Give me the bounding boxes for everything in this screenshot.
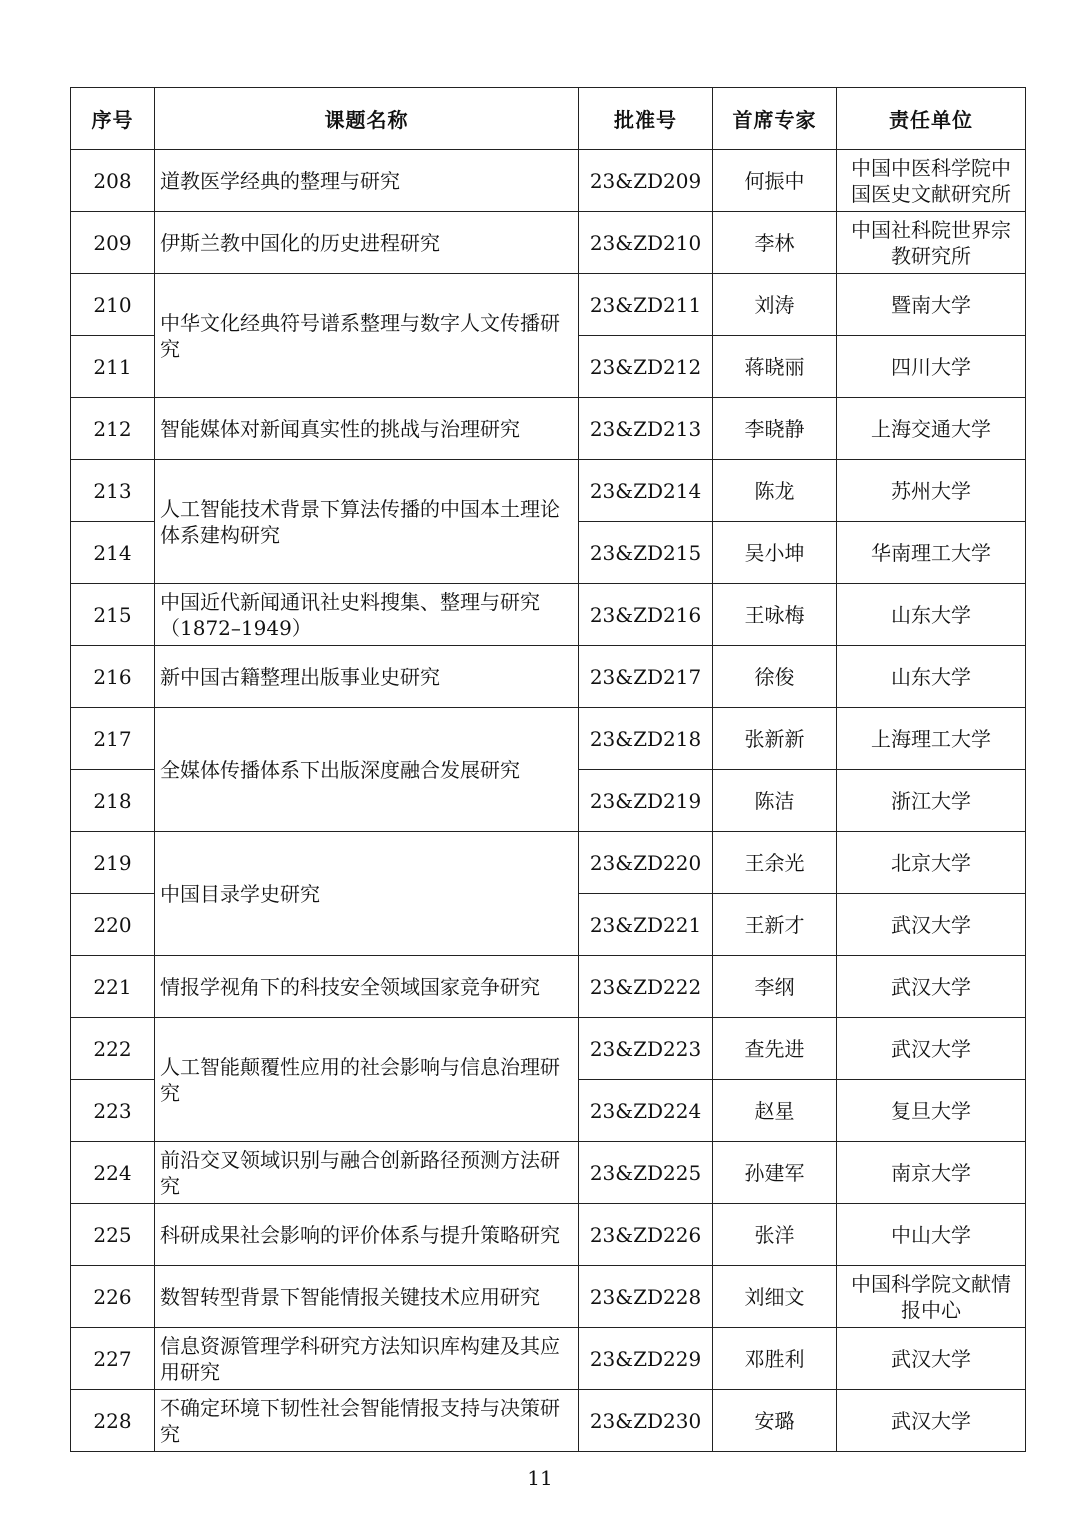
row-unit: 武汉大学 <box>837 1018 1026 1080</box>
table-row <box>71 956 1026 1018</box>
row-expert: 蒋晓丽 <box>713 336 837 398</box>
row-expert: 何振中 <box>713 150 837 212</box>
table-row <box>71 1204 1026 1266</box>
projects-table <box>70 87 1026 1452</box>
row-approval: 23&ZD216 <box>579 584 713 646</box>
row-no: 221 <box>71 956 155 1018</box>
header-expert: 首席专家 <box>713 88 837 150</box>
row-expert: 李纲 <box>713 956 837 1018</box>
row-approval: 23&ZD228 <box>579 1266 713 1328</box>
row-no: 226 <box>71 1266 155 1328</box>
row-expert: 赵星 <box>713 1080 837 1142</box>
row-approval: 23&ZD211 <box>579 274 713 336</box>
row-expert: 孙建军 <box>713 1142 837 1204</box>
row-expert: 刘细文 <box>713 1266 837 1328</box>
row-unit: 浙江大学 <box>837 770 1026 832</box>
row-approval: 23&ZD214 <box>579 460 713 522</box>
row-approval: 23&ZD222 <box>579 956 713 1018</box>
row-no: 228 <box>71 1390 155 1452</box>
row-title: 数智转型背景下智能情报关键技术应用研究 <box>155 1266 579 1328</box>
row-unit: 中山大学 <box>837 1204 1026 1266</box>
page-number: 11 <box>527 1466 553 1490</box>
row-no: 218 <box>71 770 155 832</box>
row-title: 科研成果社会影响的评价体系与提升策略研究 <box>155 1204 579 1266</box>
row-no: 214 <box>71 522 155 584</box>
row-title: 全媒体传播体系下出版深度融合发展研究 <box>155 708 579 832</box>
row-unit: 华南理工大学 <box>837 522 1026 584</box>
row-expert: 张洋 <box>713 1204 837 1266</box>
row-no: 217 <box>71 708 155 770</box>
row-no: 209 <box>71 212 155 274</box>
row-approval: 23&ZD229 <box>579 1328 713 1390</box>
row-title: 信息资源管理学科研究方法知识库构建及其应用研究 <box>155 1328 579 1390</box>
row-no: 215 <box>71 584 155 646</box>
table-row <box>71 708 1026 770</box>
row-expert: 张新新 <box>713 708 837 770</box>
row-unit: 中国科学院文献情报中心 <box>837 1266 1026 1328</box>
row-no: 212 <box>71 398 155 460</box>
header-no: 序号 <box>71 88 155 150</box>
row-no: 224 <box>71 1142 155 1204</box>
row-title: 智能媒体对新闻真实性的挑战与治理研究 <box>155 398 579 460</box>
row-no: 222 <box>71 1018 155 1080</box>
table-row <box>71 1018 1026 1080</box>
table-row <box>71 1390 1026 1452</box>
table-row <box>71 212 1026 274</box>
row-expert: 陈龙 <box>713 460 837 522</box>
row-approval: 23&ZD215 <box>579 522 713 584</box>
row-approval: 23&ZD230 <box>579 1390 713 1452</box>
header-unit: 责任单位 <box>837 88 1026 150</box>
row-no: 208 <box>71 150 155 212</box>
row-expert: 王新才 <box>713 894 837 956</box>
table-row <box>71 1142 1026 1204</box>
row-approval: 23&ZD212 <box>579 336 713 398</box>
table-header <box>71 88 1026 150</box>
row-approval: 23&ZD226 <box>579 1204 713 1266</box>
row-approval: 23&ZD217 <box>579 646 713 708</box>
row-expert: 王咏梅 <box>713 584 837 646</box>
row-unit: 四川大学 <box>837 336 1026 398</box>
table-row <box>71 460 1026 522</box>
table-body <box>71 150 1026 1452</box>
row-title: 伊斯兰教中国化的历史进程研究 <box>155 212 579 274</box>
row-unit: 苏州大学 <box>837 460 1026 522</box>
row-expert: 李晓静 <box>713 398 837 460</box>
row-no: 210 <box>71 274 155 336</box>
row-approval: 23&ZD210 <box>579 212 713 274</box>
row-unit: 中国中医科学院中国医史文献研究所 <box>837 150 1026 212</box>
row-expert: 安璐 <box>713 1390 837 1452</box>
row-unit: 山东大学 <box>837 584 1026 646</box>
row-approval: 23&ZD219 <box>579 770 713 832</box>
table-row <box>71 1266 1026 1328</box>
row-approval: 23&ZD225 <box>579 1142 713 1204</box>
row-unit: 上海理工大学 <box>837 708 1026 770</box>
row-title: 人工智能颠覆性应用的社会影响与信息治理研究 <box>155 1018 579 1142</box>
row-unit: 南京大学 <box>837 1142 1026 1204</box>
row-title: 中国近代新闻通讯社史料搜集、整理与研究（1872–1949） <box>155 584 579 646</box>
row-unit: 上海交通大学 <box>837 398 1026 460</box>
header-approval: 批准号 <box>579 88 713 150</box>
row-title: 不确定环境下韧性社会智能情报支持与决策研究 <box>155 1390 579 1452</box>
row-unit: 复旦大学 <box>837 1080 1026 1142</box>
table-row <box>71 1328 1026 1390</box>
row-no: 225 <box>71 1204 155 1266</box>
row-expert: 王余光 <box>713 832 837 894</box>
row-approval: 23&ZD223 <box>579 1018 713 1080</box>
row-title: 情报学视角下的科技安全领域国家竞争研究 <box>155 956 579 1018</box>
row-no: 211 <box>71 336 155 398</box>
header-title: 课题名称 <box>155 88 579 150</box>
row-expert: 李林 <box>713 212 837 274</box>
row-title: 人工智能技术背景下算法传播的中国本土理论体系建构研究 <box>155 460 579 584</box>
row-expert: 邓胜利 <box>713 1328 837 1390</box>
table-row <box>71 150 1026 212</box>
row-unit: 武汉大学 <box>837 956 1026 1018</box>
row-unit: 武汉大学 <box>837 1328 1026 1390</box>
row-expert: 吴小坤 <box>713 522 837 584</box>
row-no: 216 <box>71 646 155 708</box>
row-unit: 中国社科院世界宗教研究所 <box>837 212 1026 274</box>
row-expert: 刘涛 <box>713 274 837 336</box>
row-no: 213 <box>71 460 155 522</box>
row-no: 220 <box>71 894 155 956</box>
row-unit: 北京大学 <box>837 832 1026 894</box>
row-title: 道教医学经典的整理与研究 <box>155 150 579 212</box>
header-row <box>71 88 1026 150</box>
row-no: 219 <box>71 832 155 894</box>
table-row <box>71 832 1026 894</box>
row-approval: 23&ZD220 <box>579 832 713 894</box>
row-expert: 陈洁 <box>713 770 837 832</box>
row-approval: 23&ZD224 <box>579 1080 713 1142</box>
table-row <box>71 646 1026 708</box>
row-title: 中华文化经典符号谱系整理与数字人文传播研究 <box>155 274 579 398</box>
row-approval: 23&ZD221 <box>579 894 713 956</box>
table-row <box>71 274 1026 336</box>
row-expert: 查先进 <box>713 1018 837 1080</box>
row-approval: 23&ZD213 <box>579 398 713 460</box>
row-expert: 徐俊 <box>713 646 837 708</box>
row-title: 中国目录学史研究 <box>155 832 579 956</box>
table-row <box>71 398 1026 460</box>
row-unit: 武汉大学 <box>837 894 1026 956</box>
table-row <box>71 584 1026 646</box>
row-unit: 山东大学 <box>837 646 1026 708</box>
row-unit: 暨南大学 <box>837 274 1026 336</box>
row-no: 223 <box>71 1080 155 1142</box>
row-title: 新中国古籍整理出版事业史研究 <box>155 646 579 708</box>
row-approval: 23&ZD209 <box>579 150 713 212</box>
row-title: 前沿交叉领域识别与融合创新路径预测方法研究 <box>155 1142 579 1204</box>
row-unit: 武汉大学 <box>837 1390 1026 1452</box>
row-approval: 23&ZD218 <box>579 708 713 770</box>
row-no: 227 <box>71 1328 155 1390</box>
